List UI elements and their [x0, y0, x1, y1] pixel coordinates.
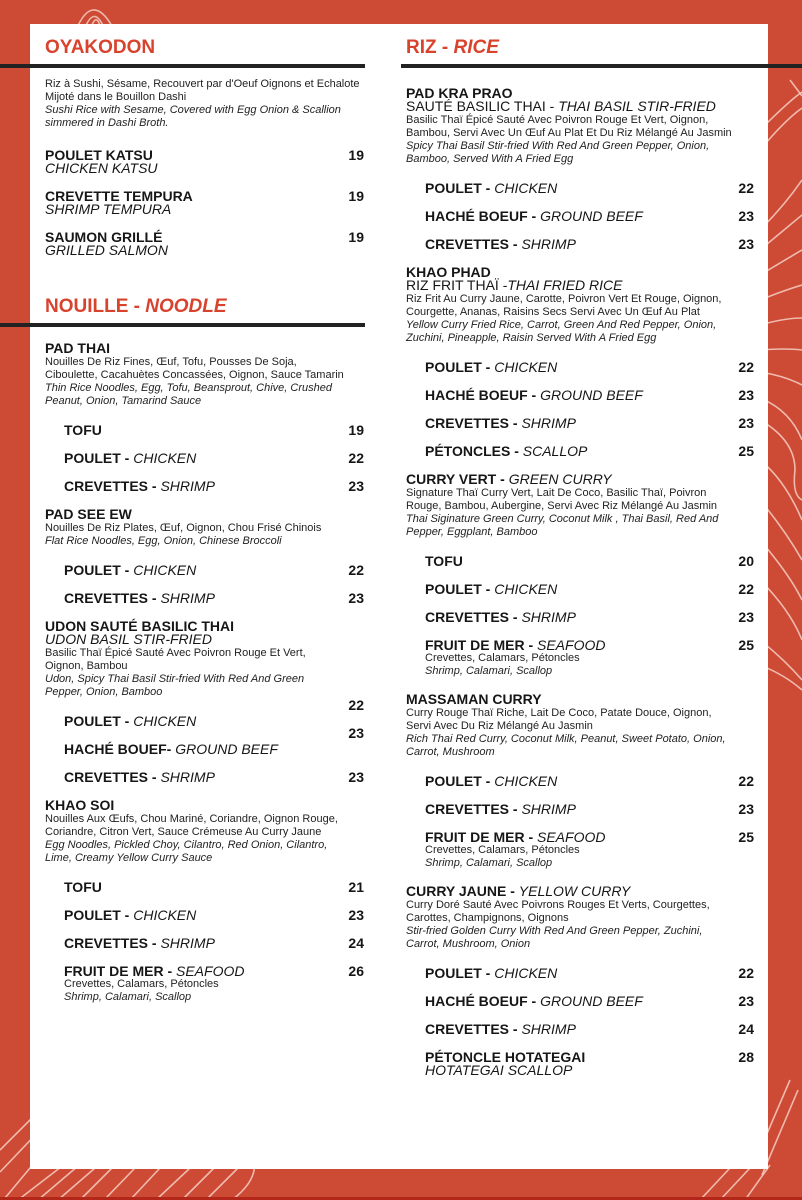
option-label — [425, 552, 463, 569]
dish-options — [45, 416, 364, 500]
price: 22 — [738, 964, 754, 981]
oyakodon-items — [45, 141, 364, 264]
desc-en-line: simmered in Dashi Broth. — [45, 116, 169, 129]
option-label — [64, 878, 102, 895]
menu-option — [406, 202, 754, 230]
option-name-fr: CREVETTES - — [64, 768, 161, 785]
menu-option — [45, 444, 364, 472]
desc-en-line: Pepper, Eggplant, Bamboo — [406, 526, 538, 538]
option-name-fr: POULET - — [64, 906, 134, 923]
option-label — [64, 589, 215, 606]
dish-options — [45, 873, 364, 1011]
option-main — [425, 636, 606, 678]
option-name-fr: HACHÉ BOUEF- — [64, 740, 176, 757]
price: 22 — [348, 696, 364, 713]
price: 21 — [348, 878, 364, 895]
desc-en-line: Rich Thai Red Curry, Coconut Milk, Peanut, Sweet Potato, Onion, — [406, 733, 726, 745]
section-rule — [401, 64, 802, 68]
item-name-en: CHICKEN KATSU — [45, 159, 158, 176]
desc-fr-line: Riz à Sushi, Sésame, Recouvert par d'Oeuf Oignons et Echalote — [45, 77, 360, 90]
section-rule — [0, 323, 365, 327]
option-label — [425, 442, 588, 459]
dish-name: MASSAMAN CURRY — [406, 690, 542, 707]
dish-options — [406, 353, 754, 465]
option-label — [425, 179, 558, 196]
option-name-fr: CREVETTES - — [64, 934, 161, 951]
desc-en-line: Peanut, Onion, Tamarind Sauce — [45, 395, 202, 407]
menu-option — [45, 957, 364, 1011]
section-rule — [0, 64, 365, 68]
desc-fr-line: Nouilles De Riz Plates, Œuf, Oignon, Chou Frisé Chinois — [45, 522, 322, 534]
price: 24 — [348, 934, 364, 951]
menu-option — [45, 584, 364, 612]
option-label — [425, 358, 558, 375]
option-name-en: SHRIMP — [521, 235, 576, 252]
option-description — [64, 978, 244, 1004]
desc-en-line: Sushi Rice with Sesame, Covered with Egg Onion & Scallion — [45, 103, 341, 116]
option-label — [425, 235, 576, 252]
dish-options — [45, 556, 364, 612]
desc-fr-line: Signature Thaï Curry Vert, Lait De Coco, Basilic Thaï, Poivron — [406, 487, 707, 499]
price: 19 — [348, 146, 364, 163]
dish-name — [406, 882, 754, 899]
menu-option — [406, 959, 754, 987]
option-label — [64, 740, 278, 757]
menu-item — [45, 223, 364, 264]
option-name-fr: PÉTONCLES - — [425, 442, 523, 459]
desc-fr-line: Mijoté dans le Bouillon Dashi — [45, 90, 187, 103]
dish-name: KHAO PHAD — [406, 263, 491, 280]
right-column — [406, 37, 754, 1084]
section-title-fr: NOUILLE - — [45, 296, 146, 317]
item-names — [45, 146, 158, 176]
option-name-fr: CREVETTES - — [425, 800, 522, 817]
option-name-fr: POULET - — [425, 580, 495, 597]
option-name-fr: TOFU — [64, 421, 102, 438]
option-name-en: CHICKEN — [494, 358, 558, 375]
dish-options — [406, 959, 754, 1084]
menu-option — [45, 724, 364, 763]
price: 24 — [738, 1020, 754, 1037]
menu-option — [406, 381, 754, 409]
dish-subtitle — [406, 276, 754, 293]
option-name-en: CHICKEN — [133, 906, 197, 923]
desc-fr-line: Basilic Thaï Épicé Sauté Avec Poivron Rouge Et Vert, — [45, 647, 306, 659]
dish — [406, 263, 754, 466]
menu-option — [406, 603, 754, 631]
dish-subtitle-fr: SAUTÉ BASILIC THAI - — [406, 97, 559, 114]
option-name-en: CHICKEN — [494, 179, 558, 196]
option-name-fr: POULET - — [425, 179, 495, 196]
menu-option — [45, 416, 364, 444]
option-name-fr: POULET - — [64, 561, 134, 578]
dish — [406, 690, 754, 878]
dish-name: PAD SEE EW — [45, 505, 132, 522]
option-label — [425, 772, 558, 789]
option-name-en: GROUND BEEF — [540, 386, 643, 403]
left-column — [45, 37, 364, 1011]
option-label — [64, 421, 102, 438]
price: 22 — [738, 179, 754, 196]
price: 25 — [738, 828, 754, 845]
dish — [45, 505, 364, 613]
option-name-en: SHRIMP — [521, 608, 576, 625]
price: 20 — [738, 552, 754, 569]
menu-option — [406, 437, 754, 465]
dish-description — [45, 356, 364, 408]
pattern-stroke — [80, 1168, 112, 1200]
option-label — [425, 964, 558, 981]
item-name-en: GRILLED SALMON — [45, 241, 168, 258]
dish-description — [406, 487, 754, 539]
option-name-fr: CREVETTES - — [425, 414, 522, 431]
pattern-stroke — [182, 1168, 214, 1200]
desc-en-line: Pepper, Onion, Bamboo — [45, 686, 163, 698]
desc-en-line: Lime, Creamy Yellow Curry Sauce — [45, 852, 213, 864]
menu-option — [406, 1015, 754, 1043]
option-name-fr: HACHÉ BOEUF - — [425, 386, 541, 403]
price: 23 — [738, 235, 754, 252]
dish — [406, 470, 754, 686]
option-name-fr: POULET - — [64, 712, 134, 729]
menu-option — [406, 631, 754, 685]
menu-option — [406, 1043, 754, 1084]
pattern-stroke — [790, 80, 802, 96]
option-label — [425, 992, 643, 1009]
pattern-stroke — [104, 1168, 135, 1200]
dish-name: PAD THAI — [45, 339, 111, 356]
menu-option — [406, 575, 754, 603]
menu-option — [406, 823, 754, 877]
price: 23 — [738, 207, 754, 224]
dish-name: PAD KRA PRAO — [406, 84, 513, 101]
item-names — [45, 187, 193, 217]
price: 23 — [738, 414, 754, 431]
option-desc-fr: Crevettes, Calamars, Pétoncles — [64, 977, 219, 990]
price: 23 — [738, 800, 754, 817]
option-label — [425, 608, 576, 625]
section-title-noodle — [45, 296, 364, 318]
option-label — [425, 800, 576, 817]
desc-en-line: Flat Rice Noodles, Egg, Onion, Chinese Broccoli — [45, 535, 282, 547]
desc-fr-line: Servi Avec Du Riz Mélangé Au Jasmin — [406, 720, 593, 732]
desc-fr-line: Ciboulette, Cacahuètes Concassées, Oignon, Sauce Tamarin — [45, 369, 344, 381]
option-main — [425, 1048, 586, 1078]
desc-fr-line: Nouilles Aux Œufs, Chou Mariné, Coriandre, Oignon Rouge, — [45, 813, 338, 825]
option-name-fr: POULET - — [425, 772, 495, 789]
dish-options — [406, 547, 754, 685]
desc-en-line: Yellow Curry Fried Rice, Carrot, Green And Red Pepper, Onion, — [406, 319, 717, 331]
desc-fr-line: Basilic Thaï Épicé Sauté Avec Poivron Rouge Et Vert, Oignon, — [406, 114, 709, 126]
option-name-en: SEAFOOD — [537, 828, 606, 845]
option-main — [425, 828, 606, 870]
desc-en-line: Udon, Spicy Thai Basil Stir-fried With Red And Green — [45, 673, 305, 685]
option-desc-fr: Crevettes, Calamars, Pétoncles — [425, 843, 580, 856]
option-label — [425, 207, 643, 224]
option-label — [64, 962, 245, 979]
section-title-fr: RIZ - — [406, 37, 454, 58]
menu-option — [406, 353, 754, 381]
desc-en-line: Carrot, Mushroom, Onion — [406, 938, 531, 950]
desc-fr-line: Carottes, Champignons, Oignons — [406, 912, 569, 924]
option-name-fr: FRUIT DE MER - — [64, 962, 176, 979]
option-description — [425, 652, 605, 678]
price: 23 — [348, 477, 364, 494]
option-desc-fr: Crevettes, Calamars, Pétoncles — [425, 651, 580, 664]
price: 25 — [738, 442, 754, 459]
dish-name: UDON SAUTÉ BASILIC THAI — [45, 617, 234, 634]
option-name-en: SEAFOOD — [537, 636, 606, 653]
dish-name-fr: CURRY JAUNE - — [406, 882, 519, 899]
option-desc-en: Shrimp, Calamari, Scallop — [64, 990, 192, 1003]
option-name-fr: CREVETTES - — [425, 235, 522, 252]
price: 23 — [738, 608, 754, 625]
dish-name-en: YELLOW CURRY — [518, 882, 631, 899]
menu-option — [45, 763, 364, 791]
price: 19 — [348, 421, 364, 438]
option-name-en: SHRIMP — [521, 1020, 576, 1037]
price: 25 — [738, 636, 754, 653]
pattern-stroke — [130, 1168, 160, 1200]
dish-description — [45, 78, 364, 130]
option-label — [425, 828, 606, 845]
option-name-fr: FRUIT DE MER - — [425, 636, 537, 653]
option-name-fr: CREVETTES - — [64, 589, 161, 606]
option-label — [64, 477, 215, 494]
section-title-en: NOODLE — [145, 296, 227, 317]
menu-option — [45, 873, 364, 901]
option-name-fr: POULET - — [64, 449, 134, 466]
option-name-en: SCALLOP — [522, 442, 588, 459]
price: 28 — [738, 1048, 754, 1065]
dish-subtitle — [406, 97, 754, 114]
desc-fr-line: Coriandre, Citron Vert, Sauce Crémeuse Au Curry Jaune — [45, 826, 322, 838]
option-label — [64, 561, 197, 578]
dish — [45, 796, 364, 1012]
noodle-dishes — [45, 339, 364, 1012]
rice-dishes — [406, 84, 754, 1085]
dish-subtitle-en: UDON BASIL STIR-FRIED — [45, 630, 212, 647]
option-name-en: GROUND BEEF — [540, 207, 643, 224]
menu-option — [406, 230, 754, 258]
dish — [45, 617, 364, 792]
desc-en-line: Spicy Thai Basil Stir-fried With Red And Green Pepper, Onion, — [406, 140, 710, 152]
desc-en-line: Carrot, Mushroom — [406, 746, 495, 758]
option-name-en: SHRIMP — [160, 589, 215, 606]
dish-description — [406, 114, 754, 166]
dish-description — [406, 899, 754, 951]
option-name-en: SHRIMP — [160, 477, 215, 494]
menu-option — [406, 174, 754, 202]
menu-option — [406, 409, 754, 437]
price: 22 — [738, 580, 754, 597]
option-name-en: SEAFOOD — [176, 962, 245, 979]
option-label — [425, 580, 558, 597]
section-title-en: RICE — [453, 37, 499, 58]
option-main — [64, 962, 245, 1004]
option-name-fr: FRUIT DE MER - — [425, 828, 537, 845]
option-name-en: SHRIMP — [521, 414, 576, 431]
option-name-en: CHICKEN — [133, 712, 197, 729]
menu-option — [45, 472, 364, 500]
option-label — [64, 934, 215, 951]
desc-fr-line: Nouilles De Riz Fines, Œuf, Tofu, Pousses De Soja, — [45, 356, 297, 368]
option-name-fr: POULET - — [425, 964, 495, 981]
option-name-fr: PÉTONCLE HOTATEGAI — [425, 1048, 586, 1065]
price: 23 — [738, 386, 754, 403]
option-label — [64, 712, 197, 729]
pattern-stroke — [38, 1166, 78, 1200]
price: 23 — [348, 724, 364, 741]
price: 22 — [348, 561, 364, 578]
option-name-en: SHRIMP — [160, 934, 215, 951]
option-name-fr: POULET - — [425, 358, 495, 375]
dish-options — [406, 767, 754, 877]
option-name-en: SHRIMP — [160, 768, 215, 785]
dish-options — [45, 696, 364, 791]
item-name: CREVETTE TEMPURA — [45, 187, 193, 204]
section-title-rice — [406, 37, 754, 59]
item-name-en: SHRIMP TEMPURA — [45, 200, 172, 217]
dish-description — [406, 293, 754, 345]
dish — [45, 339, 364, 501]
dish-description — [406, 707, 754, 759]
option-name-en: CHICKEN — [494, 772, 558, 789]
price: 22 — [348, 449, 364, 466]
option-name-fr: HACHÉ BOEUF - — [425, 207, 541, 224]
menu-option — [406, 767, 754, 795]
desc-en-line: Thai Siginature Green Curry, Coconut Milk , Thai Basil, Red And — [406, 513, 719, 525]
option-label — [425, 386, 643, 403]
desc-fr-line: Bambou, Servi Avec Un Œuf Au Plat Et Du Riz Mélangé Au Jasmin — [406, 127, 732, 139]
option-desc-en: Shrimp, Calamari, Scallop — [425, 856, 553, 869]
option-label — [64, 768, 215, 785]
dish-name: KHAO SOI — [45, 796, 115, 813]
menu-option — [45, 929, 364, 957]
option-name-en: CHICKEN — [494, 580, 558, 597]
option-name-en: CHICKEN — [494, 964, 558, 981]
price: 23 — [348, 768, 364, 785]
desc-en-line: Zuchini, Pineapple, Raisin Served With A Fried Egg — [406, 332, 657, 344]
price: 23 — [348, 589, 364, 606]
option-name-en: CHICKEN — [133, 561, 197, 578]
item-name: POULET KATSU — [45, 146, 153, 163]
price: 23 — [348, 906, 364, 923]
option-description — [425, 844, 605, 870]
item-name: SAUMON GRILLÉ — [45, 228, 163, 245]
desc-fr-line: Rouge, Bambou, Aubergine, Servi Avec Riz Mélangé Au Jasmin — [406, 500, 718, 512]
price: 22 — [738, 358, 754, 375]
dish-subtitle-fr: RIZ FRIT THAÏ - — [406, 276, 508, 293]
price: 22 — [738, 772, 754, 789]
dish-description — [45, 522, 364, 548]
option-name-fr: TOFU — [425, 552, 463, 569]
menu-option — [406, 547, 754, 575]
desc-fr-line: Courgette, Ananas, Raisins Secs Servi Avec Un Œuf Au Plat — [406, 306, 700, 318]
dish — [406, 882, 754, 1085]
dish-subtitle — [45, 630, 364, 647]
option-name-fr: CREVETTES - — [425, 608, 522, 625]
price: 19 — [348, 228, 364, 245]
option-subtitle-en: HOTATEGAI SCALLOP — [425, 1061, 573, 1078]
option-name-en: GROUND BEEF — [175, 740, 278, 757]
menu-option — [406, 987, 754, 1015]
dish-subtitle-en: THAI BASIL STIR-FRIED — [558, 97, 716, 114]
dish-description — [45, 813, 364, 865]
option-name-en: GROUND BEEF — [540, 992, 643, 1009]
menu-option — [406, 795, 754, 823]
dish-name-en: GREEN CURRY — [508, 470, 612, 487]
option-label — [425, 1020, 576, 1037]
dish-options — [406, 174, 754, 258]
pattern-stroke — [156, 1168, 190, 1200]
item-names — [45, 228, 168, 258]
option-name-fr: HACHÉ BOEUF - — [425, 992, 541, 1009]
desc-fr-line: Curry Doré Sauté Avec Poivrons Rouges Et Verts, Courgettes, — [406, 899, 710, 911]
desc-fr-line: Riz Frit Au Curry Jaune, Carotte, Poivron Vert Et Rouge, Oignon, — [406, 293, 722, 305]
dish-name-fr: CURRY VERT - — [406, 470, 509, 487]
desc-en-line: Bamboo, Served With A Fried Egg — [406, 153, 574, 165]
price: 19 — [348, 187, 364, 204]
option-label — [425, 636, 606, 653]
pattern-stroke — [58, 1168, 95, 1200]
menu-item — [45, 182, 364, 223]
menu-item — [45, 141, 364, 182]
option-desc-en: Shrimp, Calamari, Scallop — [425, 664, 553, 677]
option-name-fr: TOFU — [64, 878, 102, 895]
option-name-fr: CREVETTES - — [64, 477, 161, 494]
menu-option — [45, 556, 364, 584]
desc-fr-line: Curry Rouge Thaï Riche, Lait De Coco, Patate Douce, Oignon, — [406, 707, 712, 719]
desc-fr-line: Oignon, Bambou — [45, 660, 128, 672]
option-label — [425, 414, 576, 431]
menu-option — [45, 901, 364, 929]
option-label — [64, 449, 197, 466]
menu-option — [45, 696, 364, 735]
option-name-fr: CREVETTES - — [425, 1020, 522, 1037]
dish-subtitle-en: THAI FRIED RICE — [507, 276, 623, 293]
section-title-oyakodon: OYAKODON — [45, 37, 156, 58]
dish — [406, 84, 754, 259]
dish-description — [45, 647, 364, 699]
option-name-en: SHRIMP — [521, 800, 576, 817]
desc-en-line: Thin Rice Noodles, Egg, Tofu, Beansprout, Chive, Crushed — [45, 382, 332, 394]
price: 26 — [348, 962, 364, 979]
option-name-en: CHICKEN — [133, 449, 197, 466]
desc-en-line: Egg Noodles, Pickled Choy, Cilantro, Red Onion, Cilantro, — [45, 839, 328, 851]
dish-name — [406, 470, 754, 487]
desc-en-line: Stir-fried Golden Curry With Red And Green Pepper, Zuchini, — [406, 925, 703, 937]
option-label — [64, 906, 197, 923]
price: 23 — [738, 992, 754, 1009]
